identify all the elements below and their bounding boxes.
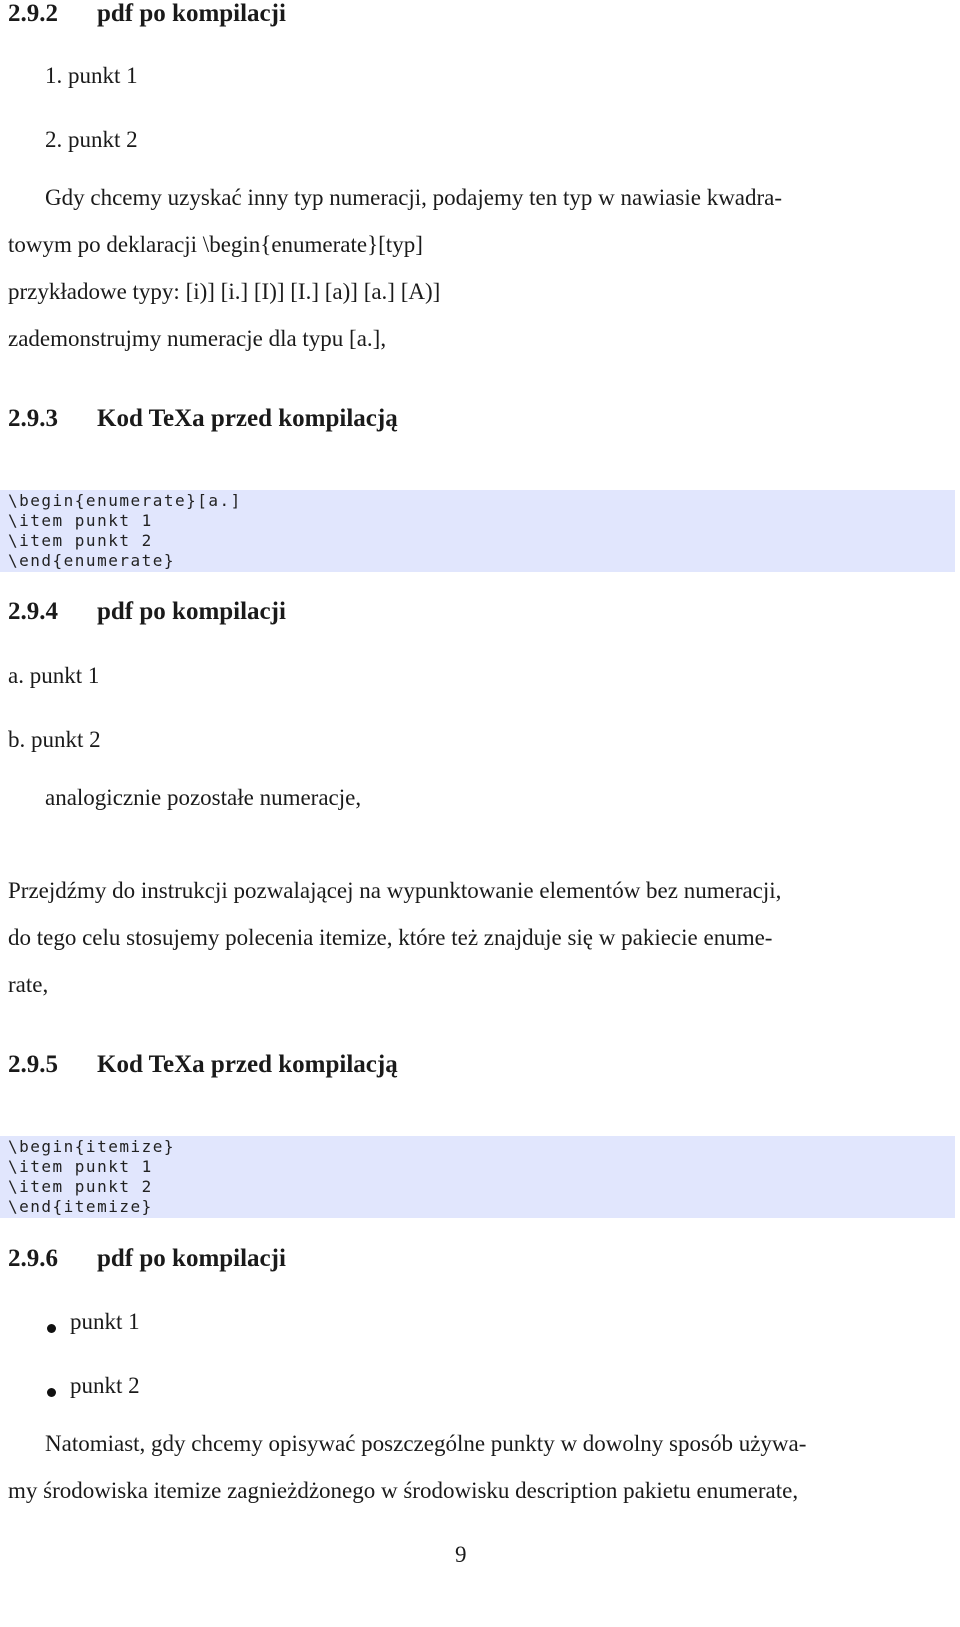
paragraph-line: Natomiast, gdy chcemy opisywać poszczególne punkty w dowolny sposób używa- [45, 1431, 807, 1456]
code-block [0, 1136, 955, 1218]
code-line: \begin{enumerate}[a.] [8, 491, 242, 510]
list-item: punkt 1 [70, 1309, 140, 1334]
code-line: \end{itemize} [8, 1197, 153, 1216]
section-title: pdf po kompilacji [97, 598, 286, 625]
section-heading-2-9-2 [8, 0, 286, 28]
paragraph-line: rate, [8, 972, 49, 997]
code-line: \item punkt 2 [8, 1177, 153, 1196]
page-number: 9 [455, 1542, 467, 1567]
section-heading-2-9-5 [8, 1051, 398, 1079]
bullet-icon [47, 1384, 56, 1402]
paragraph-line: my środowiska itemize zagnieżdżonego w środowisku description pakietu enumerate, [8, 1478, 799, 1503]
section-title: Kod TeXa przed kompilacją [97, 405, 398, 432]
paragraph-line: towym po deklaracji \begin{enumerate}[typ] [8, 232, 423, 257]
bullet-icon [47, 1320, 56, 1338]
paragraph-line: Gdy chcemy uzyskać inny typ numeracji, podajemy ten typ w nawiasie kwadra- [45, 185, 783, 210]
section-heading-2-9-4 [8, 598, 286, 626]
section-heading-2-9-6 [8, 1245, 286, 1273]
paragraph-line: przykładowe typy: [i)] [i.] [I)] [I.] [a)] [a.] [A)] [8, 279, 441, 304]
code-line: \item punkt 2 [8, 531, 153, 550]
section-number: 2.9.3 [8, 405, 58, 432]
section-title: pdf po kompilacji [97, 1245, 286, 1272]
section-number: 2.9.4 [8, 598, 58, 625]
list-item: 1. punkt 1 [45, 63, 138, 88]
section-title: pdf po kompilacji [97, 0, 286, 27]
section-title: Kod TeXa przed kompilacją [97, 1051, 398, 1078]
section-number: 2.9.6 [8, 1245, 58, 1272]
paragraph-line: analogicznie pozostałe numeracje, [45, 785, 362, 810]
list-item: punkt 2 [70, 1373, 140, 1398]
code-line: \end{enumerate} [8, 551, 175, 570]
code-line: \item punkt 1 [8, 511, 153, 530]
paragraph-line: do tego celu stosujemy polecenia itemize, które też znajduje się w pakiecie enume- [8, 925, 773, 950]
paragraph-line: Przejdźmy do instrukcji pozwalającej na wypunktowanie elementów bez numeracji, [8, 878, 782, 903]
section-number: 2.9.2 [8, 0, 58, 27]
paragraph-line: zademonstrujmy numeracje dla typu [a.], [8, 326, 387, 351]
list-item: 2. punkt 2 [45, 127, 138, 152]
list-item: b. punkt 2 [8, 727, 101, 752]
list-item: a. punkt 1 [8, 663, 100, 688]
code-line: \item punkt 1 [8, 1157, 153, 1176]
section-number: 2.9.5 [8, 1051, 58, 1078]
section-heading-2-9-3 [8, 405, 398, 433]
code-line: \begin{itemize} [8, 1137, 175, 1156]
code-block [0, 490, 955, 572]
